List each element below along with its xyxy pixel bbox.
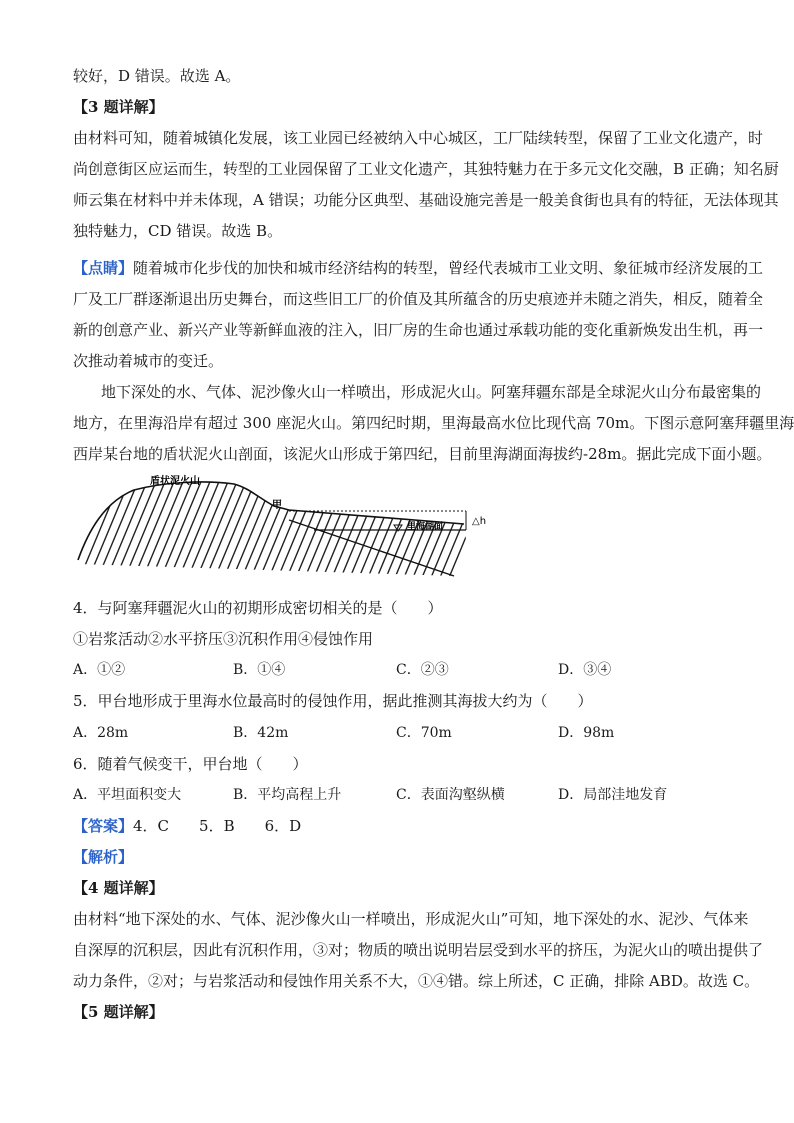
mud-volcano-profile-figure xyxy=(74,472,494,584)
dianjing-tag: 【点睛】 xyxy=(73,259,134,277)
q6-option-a: A．平坦面积变大 xyxy=(73,787,182,803)
section-heading-q5: 【5 题详解】 xyxy=(73,1003,164,1021)
question-5-stem: 5．甲台地形成于里海水位最高时的侵蚀作用，据此推测其海拔大约为（ ） xyxy=(73,692,593,710)
text-line: 新的创意产业、新兴产业等新鲜血液的注入，旧厂房的生命也通过承载功能的变化重新焕发出生机，再一 xyxy=(73,321,764,339)
question-4-items: ①岩浆活动②水平挤压③沉积作用④侵蚀作用 xyxy=(73,630,374,648)
text-line: 由材料“地下深处的水、气体、泥沙像火山一样喷出，形成泥火山”可知，地下深处的水、泥沙、气体来 xyxy=(73,910,749,928)
section-heading-q4: 【4 题详解】 xyxy=(73,879,164,897)
terrain-surface-line xyxy=(78,482,464,560)
analysis-tag: 【解析】 xyxy=(73,848,134,866)
q5-option-d: D．98m xyxy=(558,725,615,741)
label-delta-h: △h xyxy=(472,516,487,527)
q4-option-c: C．②③ xyxy=(396,662,449,678)
question-4-stem: 4．与阿塞拜疆泥火山的初期形成密切相关的是（ ） xyxy=(73,599,443,617)
q5-option-b: B．42m xyxy=(233,725,289,741)
answer-text: 4．C 5．B 6．D xyxy=(133,817,302,835)
text-line: 由材料可知，随着城镇化发展，该工业园已经被纳入中心城区，工厂陆续转型，保留了工业文化遗产，时 xyxy=(73,129,764,147)
section-heading-q3: 【3 题详解】 xyxy=(73,98,164,116)
answer-tag: 【答案】 xyxy=(73,817,134,835)
label-jia: 甲 xyxy=(272,500,282,511)
q6-option-b: B．平均高程上升 xyxy=(233,787,342,803)
q4-option-d: D．③④ xyxy=(558,662,612,678)
text-line: 尚创意街区应运而生，转型的工业园保留了工业文化遗产，其独特魅力在于多元文化交融，B 正确；知名厨 xyxy=(73,160,779,178)
label-caspian-surface: 里海湖面 xyxy=(407,522,444,532)
material-line: 地方，在里海沿岸有超过 300 座泥火山。第四纪时期，里海最高水位比现代高 70m。下图示意阿塞拜疆里海 xyxy=(73,414,794,432)
text-line: 较好，D 错误。故选 A。 xyxy=(73,67,241,85)
text-line: 独特魅力，CD 错误。故选 B。 xyxy=(73,222,283,240)
material-line: 地下深处的水、气体、泥沙像火山一样喷出，形成泥火山。阿塞拜疆东部是全球泥火山分布最密集的 xyxy=(101,383,762,401)
q4-option-a: A．①② xyxy=(73,662,126,678)
q5-option-a: A．28m xyxy=(73,725,129,741)
material-line: 西岸某台地的盾状泥火山剖面，该泥火山形成于第四纪，目前里海湖面海拔约-28m。据此完成下面小题。 xyxy=(73,445,772,463)
q6-option-d: D．局部洼地发育 xyxy=(558,787,668,803)
answer-line xyxy=(73,816,301,836)
q4-option-b: B．①④ xyxy=(233,662,286,678)
label-shield-volcano: 盾状泥火山 xyxy=(150,476,200,487)
q5-option-c: C．70m xyxy=(396,725,452,741)
text-line: 自深厚的沉积层，因此有沉积作用，③对；物质的喷出说明岩层受到水平的挤压，为泥火山的喷出提供了 xyxy=(73,941,764,959)
q6-option-c: C．表面沟壑纵横 xyxy=(396,787,505,803)
dianjing-paragraph-line: 【点睛】随着城市化步伐的加快和城市经济结构的转型，曾经代表城市工业文明、象征城市经济发展的工 xyxy=(73,259,764,277)
text-line: 师云集在材料中并未体现，A 错误；功能分区典型、基础设施完善是一般美食街也具有的特征，无法体现其 xyxy=(73,191,779,209)
text-line: 厂及工厂群逐渐退出历史舞台，而这些旧工厂的价值及其所蕴含的历史痕迹并未随之消失，相反，随着全 xyxy=(73,290,764,308)
text-line: 次推动着城市的变迁。 xyxy=(73,352,224,370)
text-line: 动力条件，②对；与岩浆活动和侵蚀作用关系不大，①④错。综上所述，C 正确，排除 ABD。故选 C。 xyxy=(73,972,760,990)
question-6-stem: 6．随着气候变干，甲台地（ ） xyxy=(73,755,308,773)
